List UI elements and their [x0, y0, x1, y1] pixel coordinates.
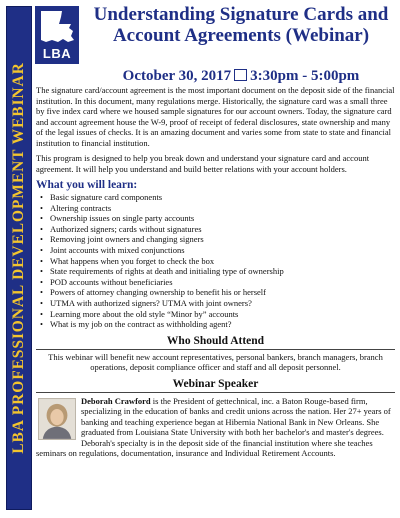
list-item: • Ownership issues on single party accounts	[40, 213, 395, 224]
attend-heading: Who Should Attend	[166, 334, 265, 347]
main-content	[36, 85, 395, 459]
event-time: 3:30pm - 5:00pm	[250, 68, 360, 84]
speaker-bio-text: is the President of gettechnical, inc. a Baton Rouge-based firm, specializing in the education of banks and credit unions across the nation. Her 27+ years of banking and teaching experience began at Hibernia National Bank in New Orleans. She graduated from Louisiana State University with both her bachelor's and master's degrees. Deborah's specialty is in the deposit side of the financial institution where she teaches seminars on regulations, documentation, insurance and Individual Retirement Accounts.	[36, 395, 391, 459]
person-portrait-icon	[39, 399, 75, 439]
list-item: • UTMA with authorized signers? UTMA with joint owners?	[40, 298, 395, 309]
list-item: • Learning more about the old style “Minor by” accounts	[40, 309, 395, 320]
louisiana-state-shape-icon	[38, 9, 76, 45]
event-date: October 30, 2017	[122, 68, 232, 84]
list-item: • Basic signature card components	[40, 192, 395, 203]
side-banner-text: LBA PROFESSIONAL DEVELOPMENT WEBINAR	[10, 62, 27, 454]
learn-list	[40, 192, 395, 330]
speaker-divider	[36, 392, 395, 393]
learn-heading: What you will learn:	[36, 179, 138, 191]
page-title: Understanding Signature Cards and Account Agreements (Webinar)	[93, 4, 389, 46]
list-item: • What happens when you forget to check the box	[40, 256, 395, 267]
list-item: • State requirements of rights at death and initialing type of ownership	[40, 266, 395, 277]
list-item: • Powers of attorney changing ownership to benefit his or herself	[40, 287, 395, 298]
attend-text: This webinar will benefit new account representatives, personal bankers, branch managers, branch operations, deposit compliance officer and staff and all deposit personnel.	[48, 351, 383, 373]
attend-divider	[36, 349, 395, 350]
speaker-name: Deborah Crawford	[81, 395, 151, 406]
list-item: • POD accounts without beneficiaries	[40, 277, 395, 288]
lba-logo	[35, 6, 79, 64]
list-item: • What is my job on the contract as withholding agent?	[40, 319, 395, 330]
list-item: • Authorized signers; cards without signatures	[40, 224, 395, 235]
event-date-line	[84, 68, 398, 84]
speaker-bio	[36, 396, 395, 459]
speaker-photo	[38, 398, 76, 440]
list-item: • Joint accounts with mixed conjunctions	[40, 245, 395, 256]
list-item: • Removing joint owners and changing signers	[40, 234, 395, 245]
intro-paragraph-2: This program is designed to help you break down and understand your signature card and account agreement. It will help you understand and build better relations with your account holders.	[36, 153, 370, 174]
calendar-box-icon	[234, 69, 247, 81]
list-item: • Altering contracts	[40, 203, 395, 214]
logo-text: LBA	[42, 46, 72, 61]
intro-paragraph-1: The signature card/account agreement is the most important document on the deposit side of the financial institution. In this document, many regulations merge. Historically, the signature card was a small three by five index card where we housed sample signatures for our account owners. Today, the signature card and account agreement house the W-9, proof of receipt of federal disclosures, state ownership and many of the legal issues of checks. It is an amazing document and varies some from state to state and financial institution to financial institution.	[36, 85, 395, 148]
speaker-section	[36, 396, 395, 459]
speaker-heading: Webinar Speaker	[172, 377, 259, 390]
side-banner	[6, 6, 32, 510]
